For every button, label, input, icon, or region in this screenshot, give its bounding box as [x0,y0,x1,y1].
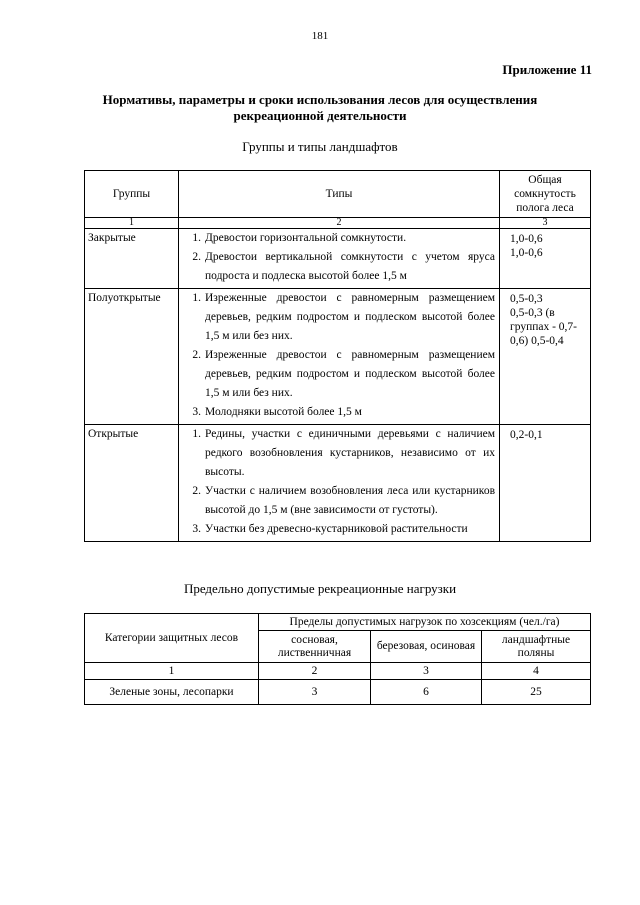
load-value: 25 [482,680,591,705]
column-header-section: березовая, осиновая [371,631,482,663]
list-item [183,403,495,422]
section-title-loads: Предельно допустимые рекреационные нагрузки [183,581,457,596]
item-text: Изреженные древостои с равномерным размещением деревьев, редким подростом и подлеском высотой более 1,5 м или без них. [205,349,495,399]
document-title [60,92,580,124]
types-cell [179,425,500,542]
item-text: Редины, участки с единичными деревьями с наличием редкого возобновления кустарников, независимо от их высоты. [205,428,495,478]
appendix-label: Приложение 11 [502,62,592,77]
column-header-density: Общая сомкнутость полога леса [500,171,591,218]
title-line-1: Нормативы, параметры и сроки использования лесов для осуществления [102,92,538,107]
column-number: 3 [500,218,591,229]
column-number: 2 [179,218,500,229]
item-text: Древостои горизонтальной сомкнутости. [205,232,407,244]
group-name: Закрытые [85,229,179,289]
list-item [183,520,495,539]
table-number-row [85,218,591,229]
density-value: 0,5-0,3 0,5-0,3 (в группах - 0,7-0,6) 0,5-0,4 [500,289,591,425]
list-item [183,346,495,403]
density-value: 0,2-0,1 [500,425,591,542]
item-number: 3. [192,523,201,535]
page-number: 181 [311,30,329,42]
category-name: Зеленые зоны, лесопарки [85,680,259,705]
table-row [85,289,591,425]
item-text: Молодняки высотой более 1,5 м [205,406,362,418]
column-number: 1 [85,218,179,229]
table-header-row [85,614,591,631]
load-value: 3 [259,680,371,705]
types-cell [179,229,500,289]
column-header-section: ландшафтные поляны [482,631,591,663]
column-header-section: сосновая, лиственничная [259,631,371,663]
list-item [183,482,495,520]
table-row [85,680,591,705]
item-number: 2. [192,251,201,263]
item-text: Участки без древесно-кустарниковой растительности [205,523,468,535]
column-header-limits: Пределы допустимых нагрузок по хозсекциям (чел./га) [259,614,591,631]
group-name: Полуоткрытые [85,289,179,425]
list-item [183,289,495,346]
column-header-types: Типы [179,171,500,218]
item-number: 1. [192,232,201,244]
table-row [85,229,591,289]
load-value: 6 [371,680,482,705]
column-number: 4 [482,663,591,680]
recreational-loads-table [84,613,591,705]
list-item [183,425,495,482]
column-number: 2 [259,663,371,680]
column-number: 1 [85,663,259,680]
item-text: Изреженные древостои с равномерным размещением деревьев, редким подростом и подлеском высотой более 1,5 м или без них. [205,292,495,342]
density-value: 1,0-0,6 1,0-0,6 [500,229,591,289]
column-header-category: Категории защитных лесов [85,614,259,663]
item-number: 3. [192,406,201,418]
item-number: 2. [192,349,201,361]
item-text: Участки с наличием возобновления леса или кустарников высотой до 1,5 м (вне зависимости от густоты). [205,485,495,516]
types-cell [179,289,500,425]
column-header-groups: Группы [85,171,179,218]
section-title-landscapes: Группы и типы ландшафтов [242,139,398,154]
item-text: Древостои вертикальной сомкнутости с учетом яруса подроста и подлеска высотой более 1,5 м [205,251,495,282]
item-number: 1. [192,292,201,304]
table-header-row [85,171,591,218]
item-number: 2. [192,485,201,497]
table-row [85,425,591,542]
list-item [183,248,495,286]
item-number: 1. [192,428,201,440]
table-number-row [85,663,591,680]
landscape-types-table [84,170,591,542]
list-item [183,229,495,248]
group-name: Открытые [85,425,179,542]
column-number: 3 [371,663,482,680]
title-line-2: рекреационной деятельности [233,108,407,123]
